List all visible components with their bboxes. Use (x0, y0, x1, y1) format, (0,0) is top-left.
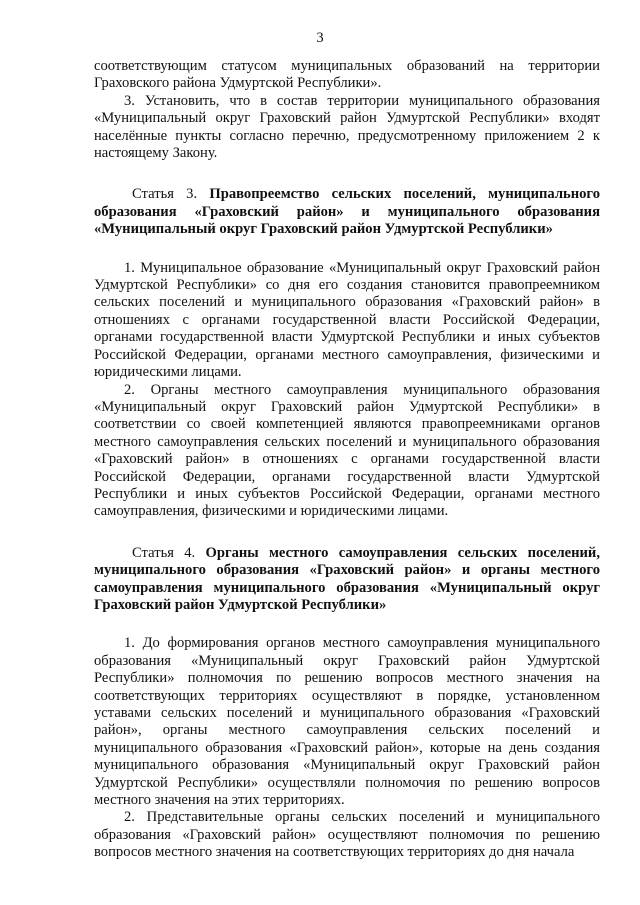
document-body (94, 58, 600, 862)
article-4-heading (94, 545, 600, 615)
article-3-title: Правопреемство сельских поселений, муниципального образования «Граховский район» и муниципального образования «Муниципальный округ Граховский район Удмуртской Республики» (94, 186, 600, 238)
article-4-paragraph-2: 2. Представительные органы сельских поселений и муниципального образования «Граховский район» осуществляют полномочия по решению вопросов местного значения на соответствующих территориях до дня начала (94, 809, 600, 861)
article-4-paragraph-1: 1. До формирования органов местного самоуправления муниципального образования «Муниципальный округ Граховский район Удмуртской Республики» полномочия по решению вопросов местного значения на соответствующих территориях осуществляют в порядке, установленном уставами сельских поселений и муниципального образования «Граховский район», органы местного самоуправления сельских поселений и муниципального образования «Граховский район», которые на день создания муниципального образования «Муниципальный округ Граховский район Удмуртской Республики» осуществляли полномочия по решению вопросов местного значения на этих территориях. (94, 635, 600, 809)
article-3-number: Статья 3. (132, 186, 198, 203)
article-3-paragraph-1: 1. Муниципальное образование «Муниципальный округ Граховский район Удмуртской Республики» со дня его создания становится правопреемником сельских поселений и муниципального образования «Граховский район» в отношениях с органами государственной власти Российской Федерации, органами государственной власти Удмуртской Республики и иных субъектов Российской Федерации, органами местного самоуправления, физическими и юридическими лицами. (94, 259, 600, 381)
article-3-heading (94, 186, 600, 238)
article-4-number: Статья 4. (132, 544, 196, 561)
paragraph-3: 3. Установить, что в состав территории муниципального образования «Муниципальный округ Граховский район Удмуртской Республики» входят населённые пункты согласно перечню, предусмотренному приложением 2 к настоящему Закону. (94, 92, 600, 162)
article-3-paragraph-2: 2. Органы местного самоуправления муниципального образования «Муниципальный округ Граховский район Удмуртской Республики» в соответствии со своей компетенцией являются правопреемниками органов местного самоуправления сельских поселений и муниципального образования «Граховский район» в отношениях с органами государственной власти Российской Федерации, органами государственной власти Удмуртской Республики и иных субъектов Российской Федерации, органами местного самоуправления, физическими и юридическими лицами. (94, 381, 600, 520)
article-4-title: Органы местного самоуправления сельских поселений, муниципального образования «Граховский район» и органы местного самоуправления муниципального образования «Муниципальный округ Граховский район Удмуртской Республики» (94, 544, 600, 613)
paragraph-continuation: соответствующим статусом муниципальных образований на территории Граховского района Удмуртской Республики». (94, 58, 600, 92)
page-number: 3 (316, 30, 324, 46)
